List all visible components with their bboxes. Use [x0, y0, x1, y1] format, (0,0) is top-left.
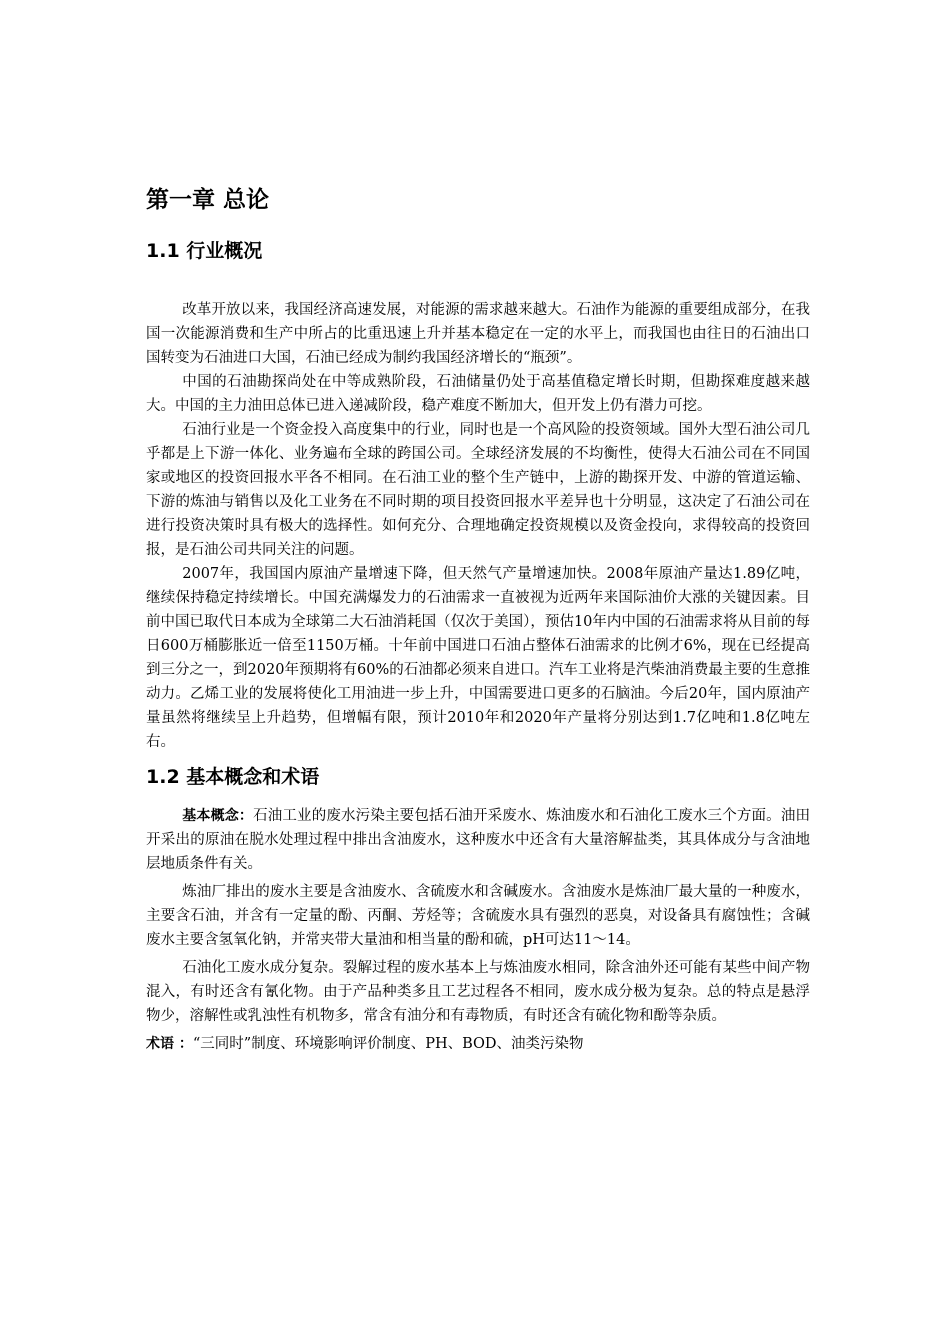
- terms-text: “三同时”制度、环境影响评价制度、PH、BOD、油类污染物: [192, 1036, 584, 1052]
- paragraph: 炼油厂排出的废水主要是含油废水、含硫废水和含碱废水。含油废水是炼油厂最大量的一种废水，主要含石油，并含有一定量的酚、丙酮、芳烃等；含硫废水具有强烈的恶臭，对设备具有腐蚀性；含碱废水主要含氢氧化钠，并常夹带大量油和相当量的酚和硫，pH可达11～14。: [146, 884, 810, 948]
- paragraph: 中国的石油勘探尚处在中等成熟阶段，石油储量仍处于高基值稳定增长时期，但勘探难度越来越大。中国的主力油田总体已进入递减阶段，稳产难度不断加大，但开发上仍有潜力可挖。: [146, 374, 810, 414]
- basic-concepts-paragraphs: [146, 804, 810, 1056]
- chapter-title: 第一章 总论: [146, 187, 270, 213]
- paragraph: 石油行业是一个资金投入高度集中的行业，同时也是一个高风险的投资领域。国外大型石油公司几乎都是上下游一体化、业务遍布全球的跨国公司。全球经济发展的不均衡性，使得大石油公司在不同国家或地区的投资回报水平各不相同。在石油工业的整个生产链中，上游的勘探开发、中游的管道运输、下游的炼油与销售以及化工业务在不同时期的项目投资回报水平差异也十分明显，这决定了石油公司在进行投资决策时具有极大的选择性。如何充分、合理地确定投资规模以及资金投向，求得较高的投资回报，是石油公司共同关注的问题。: [146, 422, 810, 558]
- paragraph: 2007年，我国国内原油产量增速下降，但天然气产量增速加快。2008年原油产量达1.89亿吨，继续保持稳定持续增长。中国充满爆发力的石油需求一直被视为近两年来国际油价大涨的关键因素。目前中国已取代日本成为全球第二大石油消耗国（仅次于美国），预估10年内中国的石油需求将从目前的每日600万桶膨胀近一倍至1150万桶。十年前中国进口石油占整体石油需求的比例才6%，现在已经提高到三分之一，到2020年预期将有60%的石油都必须来自进口。汽车工业将是汽柴油消费最主要的生意推动力。乙烯工业的发展将使化工用油进一步上升，中国需要进口更多的石脑油。今后20年，国内原油产量虽然将继续呈上升趋势，但增幅有限，预计2010年和2020年产量将分别达到1.7亿吨和1.8亿吨左右。: [146, 566, 810, 750]
- section-title-industry-overview: 1.1 行业概况: [146, 240, 263, 262]
- terms-label: 术语 ：: [146, 1036, 193, 1052]
- paragraph: 石油化工废水成分复杂。裂解过程的废水基本上与炼油废水相同，除含油外还可能有某些中间产物混入，有时还含有氰化物。由于产品种类多且工艺过程各不相同，废水成分极为复杂。总的特点是悬浮物少，溶解性或乳浊性有机物多，常含有油分和有毒物质，有时还含有硫化物和酚等杂质。: [146, 960, 810, 1024]
- basic-concept-label: 基本概念：: [182, 808, 254, 824]
- document-body: [146, 182, 810, 1056]
- terms-line: [146, 1032, 810, 1056]
- basic-concept-paragraph: [146, 804, 810, 876]
- paragraph: 改革开放以来，我国经济高速发展，对能源的需求越来越大。石油作为能源的重要组成部分，在我国一次能源消费和生产中所占的比重迅速上升并基本稳定在一定的水平上，而我国也由往日的石油出口国转变为石油进口大国，石油已经成为制约我国经济增长的“瓶颈”。: [146, 302, 810, 366]
- industry-overview-paragraphs: [146, 298, 810, 754]
- basic-concept-text: 石油工业的废水污染主要包括石油开采废水、炼油废水和石油化工废水三个方面。油田开采出的原油在脱水处理过程中排出含油废水，这种废水中还含有大量溶解盐类，其具体成分与含油地层地质条件有关。: [146, 808, 811, 872]
- section-title-basic-concepts: 1.2 基本概念和术语: [146, 766, 320, 788]
